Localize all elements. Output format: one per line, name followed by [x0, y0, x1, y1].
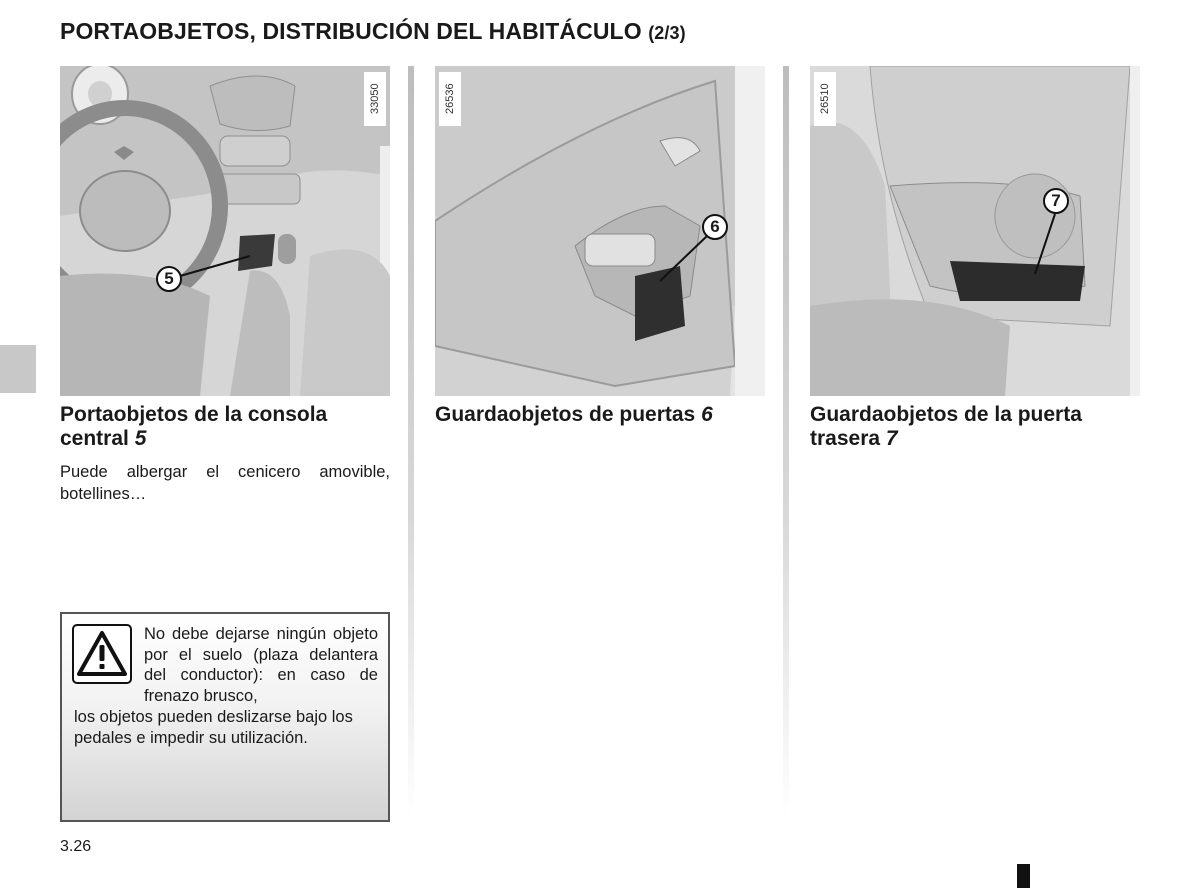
column-divider-2	[783, 66, 789, 818]
page-title	[60, 18, 686, 45]
section-heading-rear-door-pocket	[810, 403, 1140, 451]
column-divider-1	[408, 66, 414, 818]
figure-code: 26510	[814, 72, 836, 126]
callout-5: 5	[156, 266, 182, 292]
figure-central-console	[60, 66, 390, 396]
callout-7: 7	[1043, 188, 1069, 214]
heading-ref: 6	[701, 403, 713, 426]
title-text: PORTAOBJETOS, DISTRIBUCIÓN DEL HABITÁCULO	[60, 18, 642, 44]
warning-text-first: No debe dejarse ningún objeto por el suelo (plaza delantera del conductor): en caso de frenazo brusco,	[144, 625, 378, 705]
chapter-tab	[0, 345, 36, 393]
warning-text-rest: los objetos pueden deslizarse bajo los pedales e impedir su utilización.	[74, 708, 353, 747]
heading-text: Guardaobjetos de la puerta trasera	[810, 403, 1082, 450]
heading-ref: 7	[885, 427, 898, 450]
heading-text: Guardaobjetos de puertas	[435, 403, 696, 426]
warning-triangle-icon	[72, 624, 132, 684]
figure-code: 26536	[439, 72, 461, 126]
central-console-description: Puede albergar el cenicero amovible, botellines…	[60, 463, 390, 503]
rear-door-pocket-illustration	[810, 66, 1140, 396]
section-heading-door-pockets	[435, 403, 775, 427]
callout-6: 6	[702, 214, 728, 240]
heading-ref: 5	[134, 427, 147, 450]
warning-box	[60, 612, 390, 822]
end-of-section-mark	[1017, 864, 1030, 888]
section-heading-central-console	[60, 403, 390, 451]
figure-code: 33050	[364, 72, 386, 126]
figure-door-pockets	[435, 66, 765, 396]
title-part: (2/3)	[648, 23, 686, 43]
central-console-illustration	[60, 66, 390, 396]
heading-text: Portaobjetos de la consola central	[60, 403, 328, 450]
page-number: 3.26	[60, 838, 92, 855]
figure-rear-door-pocket	[810, 66, 1140, 396]
